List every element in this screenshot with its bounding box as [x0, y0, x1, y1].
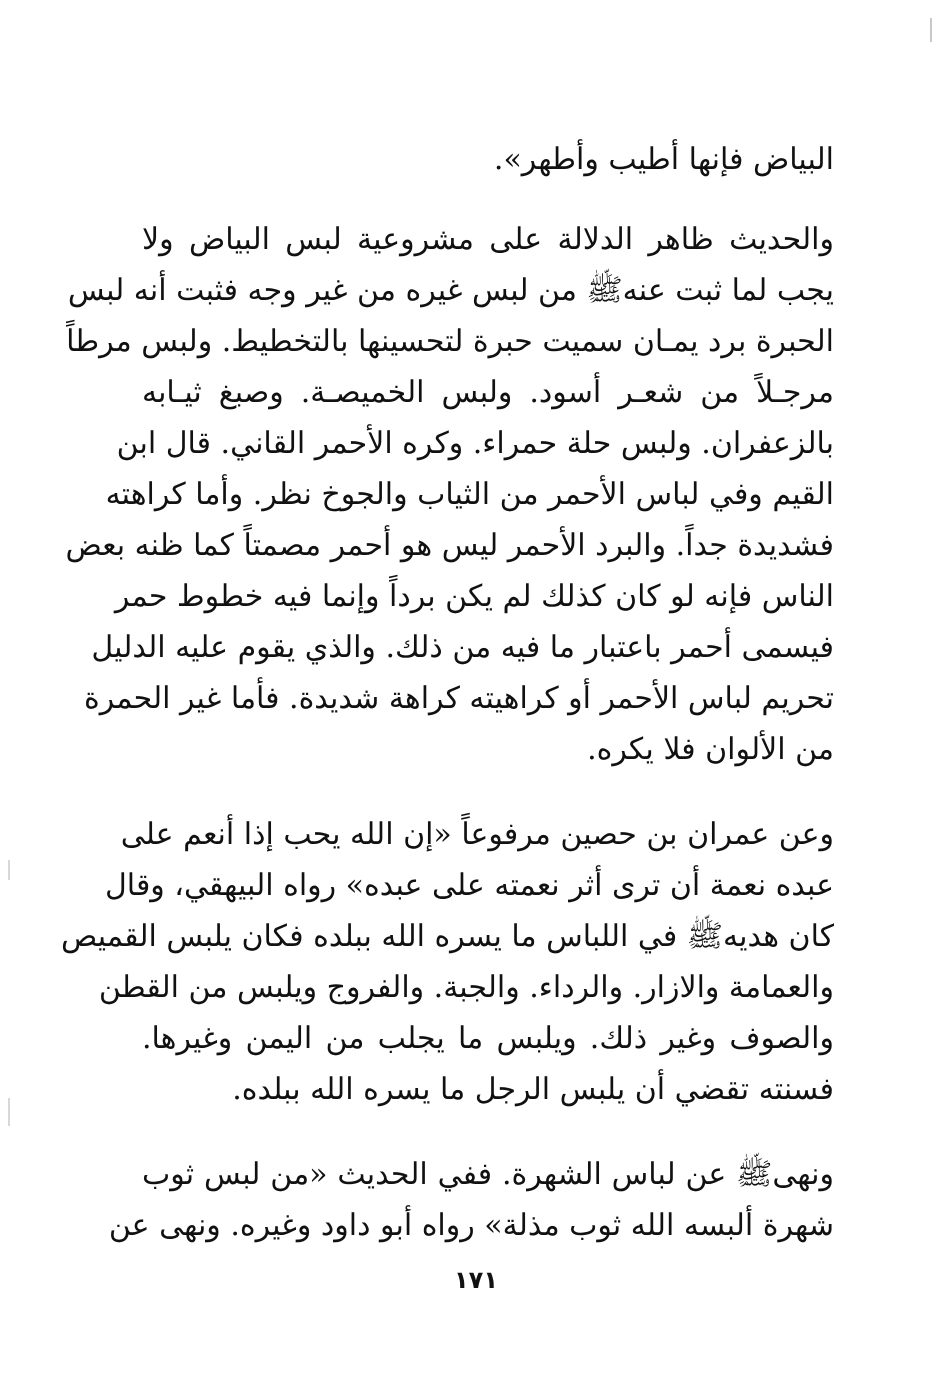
text-line: والحديث ظاهر الدلالة على مشروعية لبس البياض ولا	[142, 222, 834, 257]
text-line: كان هديهﷺ في اللباس ما يسره الله ببلده فكان يلبس القميص	[61, 919, 834, 954]
text-line: ونهىﷺ عن لباس الشهرة. ففي الحديث «من لبس ثوب	[142, 1157, 834, 1192]
text-line: وعن عمران بن حصين مرفوعاً «إن الله يحب إذا أنعم على	[120, 817, 834, 852]
text-line: فسنته تقضي أن يلبس الرجل ما يسره الله ببلده.	[232, 1072, 834, 1107]
text-line: والعمامة والازار. والرداء. والجبة. والفروج ويلبس من القطن	[98, 970, 834, 1005]
page-number: ١٧١	[454, 1266, 498, 1294]
text-line: تحريم لباس الأحمر أو كراهيته كراهة شديدة. فأما غير الحمرة	[84, 681, 834, 716]
text-line: بالزعفران. ولبس حلة حمراء. وكره الأحمر القاني. قال ابن	[116, 426, 834, 461]
text-line: مرجـلاً من شعـر أسود. ولبس الخميصـة. وصبغ ثيـابه	[142, 375, 834, 410]
text-line: البياض فإنها أطيب وأطهر».	[493, 142, 834, 177]
scan-mark	[8, 1098, 10, 1126]
paragraph-hadith-commentary	[65, 214, 834, 775]
text-line: الحبرة برد يمـان سميت حبرة لتحسينها بالتخطيط. ولبس مرطاً	[66, 324, 834, 359]
paragraph-continuation	[142, 134, 834, 185]
text-line: من الألوان فلا يكره.	[587, 732, 834, 767]
scan-mark	[930, 18, 932, 42]
text-line: فيسمى أحمر باعتبار ما فيه من ذلك. والذي يقوم عليه الدليل	[91, 630, 834, 665]
paragraph-imran-hadith	[61, 809, 834, 1115]
text-line: عبده نعمة أن ترى أثر نعمته على عبده» رواه البيهقي، وقال	[105, 868, 834, 903]
text-line: شهرة ألبسه الله ثوب مذلة» رواه أبو داود وغيره. ونهى عن	[108, 1208, 834, 1243]
text-line: الناس فإنه لو كان كذلك لم يكن برداً وإنما فيه خطوط حمر	[114, 579, 834, 614]
text-line: فشديدة جداً. والبرد الأحمر ليس هو أحمر مصمتاً كما ظنه بعض	[65, 528, 834, 563]
text-line: والصوف وغير ذلك. ويلبس ما يجلب من اليمن وغيرها.	[142, 1021, 834, 1056]
text-line: القيم وفي لباس الأحمر من الثياب والجوخ نظر. وأما كراهته	[105, 477, 834, 512]
text-line: يجب لما ثبت عنهﷺ من لبس غيره من غير وجه فثبت أنه لبس	[67, 273, 834, 308]
scan-mark	[8, 860, 10, 880]
paragraph-shuhra	[108, 1149, 834, 1251]
